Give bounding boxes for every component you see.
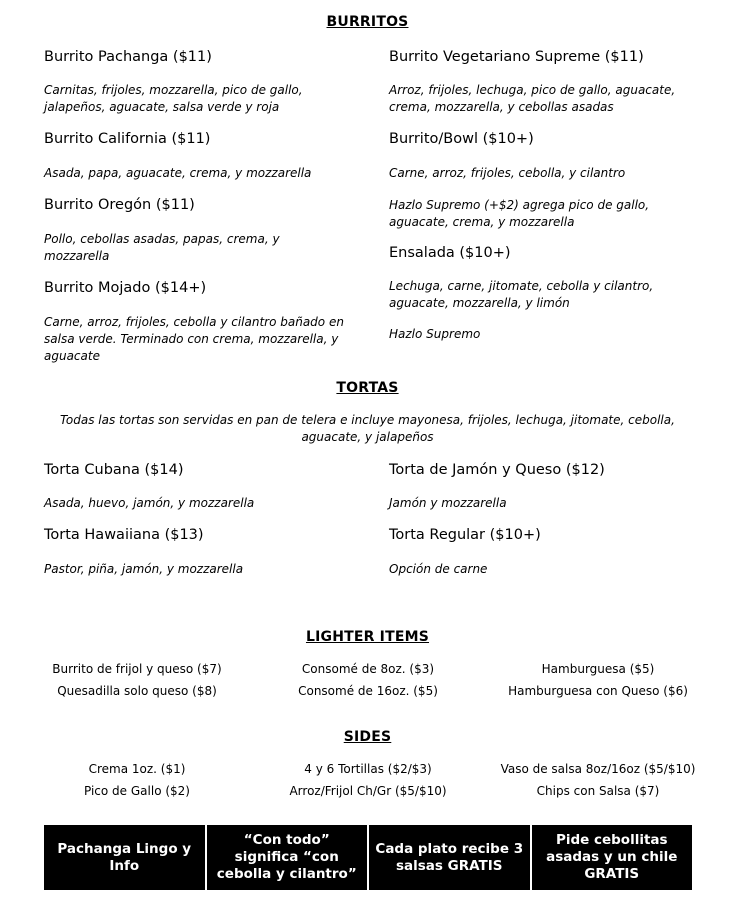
menu-item-name: Burrito Pachanga ($11): [44, 49, 212, 65]
footer-cell-salsas: Cada plato recibe 3 salsas GRATIS: [367, 825, 530, 890]
section-title-sides: SIDES: [343, 729, 392, 745]
footer-cell-con-todo: “Con todo” significa “con cebolla y cilantro”: [205, 825, 368, 890]
menu-item-description: Jamón y mozzarella: [389, 496, 507, 510]
side-item: Chips con Salsa ($7): [536, 784, 660, 798]
footer-cell-cebollitas: Pide cebollitas asadas y un chile GRATIS: [530, 825, 693, 890]
lighter-item: Quesadilla solo queso ($8): [57, 684, 217, 698]
lighter-item: Hamburguesa con Queso ($6): [508, 684, 688, 698]
footer-cell-lingo: Pachanga Lingo y Info: [57, 840, 192, 874]
side-item: Arroz/Frijol Ch/Gr ($5/$10): [289, 784, 447, 798]
menu-item-name: Torta Hawaiiana ($13): [44, 527, 204, 543]
section-title-burritos: BURRITOS: [326, 14, 409, 30]
menu-item-description: Opción de carne: [389, 562, 488, 576]
menu-item-name: Burrito Vegetariano Supreme ($11): [389, 49, 644, 65]
menu-item-description: Arroz, frijoles, lechuga, pico de gallo, aguacate, crema, mozzarella, y cebollas asadas: [389, 83, 676, 114]
menu-item-description: Carnitas, frijoles, mozzarella, pico de gallo, jalapeños, aguacate, salsa verde y roja: [44, 83, 303, 114]
menu-item-description: Pastor, piña, jamón, y mozzarella: [44, 562, 244, 576]
menu-item-description: Carne, arroz, frijoles, cebolla y cilantro bañado en salsa verde. Terminado con crema, mozzarella, y aguacate: [44, 315, 344, 363]
lighter-item: Burrito de frijol y queso ($7): [52, 662, 222, 676]
menu-item-name: Burrito/Bowl ($10+): [389, 131, 534, 147]
lighter-item: Consomé de 16oz. ($5): [298, 684, 438, 698]
side-item: 4 y 6 Tortillas ($2/$3): [304, 762, 432, 776]
section-title-tortas: TORTAS: [336, 380, 399, 396]
menu-item-name: Ensalada ($10+): [389, 245, 511, 261]
menu-item-description: Asada, huevo, jamón, y mozzarella: [44, 496, 255, 510]
lighter-item: Consomé de 8oz. ($3): [301, 662, 435, 676]
menu-item-name: Burrito Oregón ($11): [44, 197, 195, 213]
lighter-item: Hamburguesa ($5): [541, 662, 655, 676]
menu-item-description: Asada, papa, aguacate, crema, y mozzarella: [44, 166, 312, 180]
section-title-lighter-items: LIGHTER ITEMS: [305, 629, 430, 645]
side-item: Pico de Gallo ($2): [84, 784, 190, 798]
menu-item-description: Pollo, cebollas asadas, papas, crema, y mozzarella: [44, 232, 280, 263]
menu-item-note: Hazlo Supremo (+$2) agrega pico de gallo, aguacate, crema, y mozzarella: [389, 198, 650, 229]
menu-item-name: Torta de Jamón y Queso ($12): [389, 462, 605, 478]
tortas-note: Todas las tortas son servidas en pan de telera e incluye mayonesa, frijoles, lechuga, jitomate, cebolla, aguacate, y jalapeños: [60, 413, 675, 444]
side-item: Crema 1oz. ($1): [88, 762, 186, 776]
menu-item-description: Carne, arroz, frijoles, cebolla, y cilantro: [389, 166, 626, 180]
menu-item-description: Lechuga, carne, jitomate, cebolla y cilantro, aguacate, mozzarella, y limón: [389, 279, 654, 310]
info-footer-bar: [44, 825, 692, 890]
menu-item-note: Hazlo Supremo: [389, 327, 481, 341]
menu-item-name: Burrito California ($11): [44, 131, 211, 147]
menu-item-name: Burrito Mojado ($14+): [44, 280, 207, 296]
menu-item-name: Torta Regular ($10+): [389, 527, 541, 543]
menu-item-name: Torta Cubana ($14): [44, 462, 184, 478]
side-item: Vaso de salsa 8oz/16oz ($5/$10): [500, 762, 696, 776]
